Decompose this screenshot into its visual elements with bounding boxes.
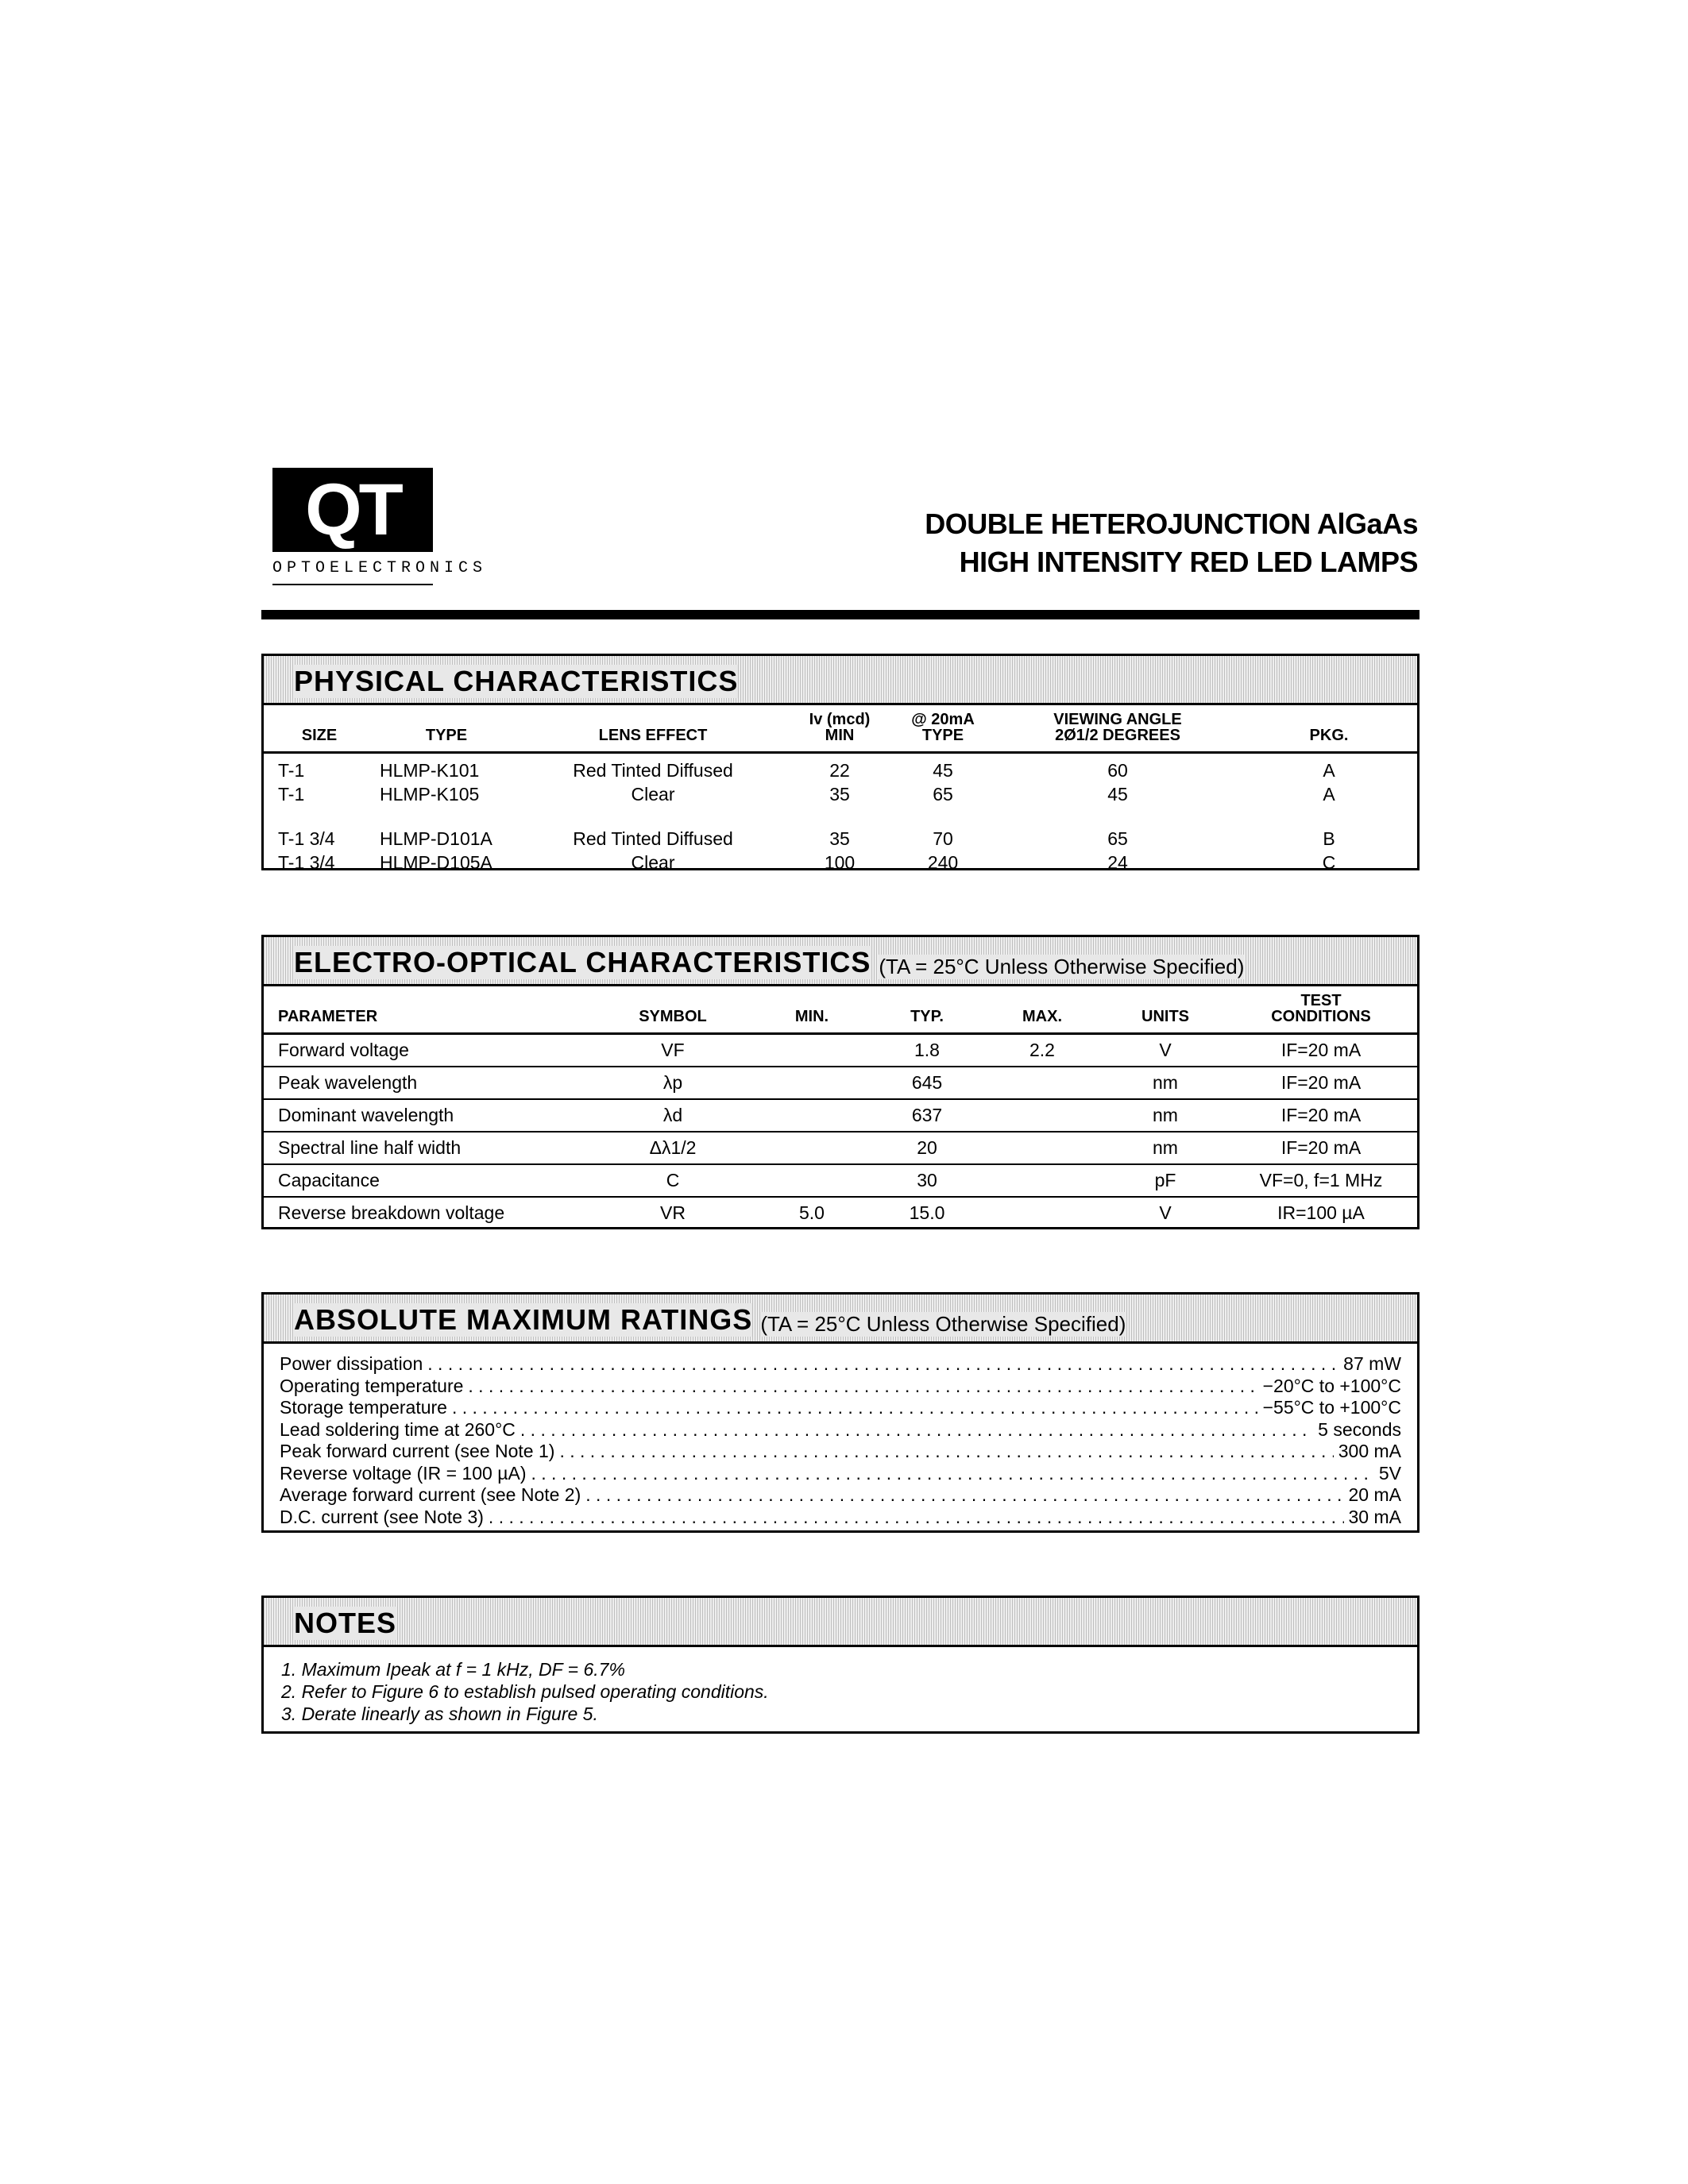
table-cell: Peak wavelength [278, 1071, 418, 1093]
table-row [264, 806, 1417, 851]
ratings-list [264, 1344, 1417, 1534]
table-cell: 637 [911, 1104, 943, 1125]
table-cell: A [1323, 760, 1335, 781]
table-cell: VR [660, 1202, 686, 1223]
table-cell: 65 [1107, 828, 1128, 849]
table-row [264, 1067, 1417, 1099]
section-title: NOTES [294, 1607, 397, 1639]
table-cell [748, 1034, 875, 1067]
table-row [264, 851, 1417, 874]
rating-label: Lead soldering time at 260°C [280, 1418, 516, 1440]
table-cell: nm [1153, 1071, 1178, 1093]
header-rule [261, 610, 1420, 619]
rating-label: Operating temperature [280, 1375, 464, 1396]
table-cell: 645 [911, 1071, 943, 1093]
leader-dots [468, 1376, 1257, 1398]
col-min: MIN. [794, 1008, 829, 1025]
table-cell [748, 1067, 875, 1099]
table-cell: HLMP-D105A [380, 852, 492, 873]
rating-row [280, 1419, 1401, 1441]
document-title [925, 505, 1418, 581]
col-size: SIZE [301, 727, 338, 744]
rating-row [280, 1507, 1401, 1529]
table-cell: 15.0 [909, 1202, 945, 1223]
table-cell: Forward voltage [278, 1039, 409, 1060]
table-cell: IF=20 mA [1280, 1136, 1362, 1158]
table-cell [979, 1099, 1106, 1132]
col-symbol: SYMBOL [639, 1008, 707, 1025]
table-cell: T-1 [278, 784, 305, 805]
table-cell: HLMP-D101A [380, 828, 492, 849]
rating-label: Power dissipation [280, 1353, 423, 1374]
table-cell: T-1 [278, 760, 305, 781]
rating-row [280, 1441, 1401, 1463]
table-cell: T-1 3/4 [278, 828, 335, 849]
leader-dots [452, 1397, 1258, 1419]
table-cell: nm [1153, 1136, 1178, 1158]
leader-dots [531, 1463, 1373, 1485]
notes-section [261, 1596, 1420, 1734]
col-pkg: PKG. [1309, 727, 1349, 744]
table-cell [748, 1099, 875, 1132]
title-line-2: HIGH INTENSITY RED LED LAMPS [959, 546, 1418, 578]
table-cell: pF [1154, 1169, 1176, 1190]
notes-list [264, 1647, 1417, 1731]
leader-dots [489, 1507, 1344, 1529]
col-type: TYPE [425, 727, 468, 744]
physical-characteristics-section [261, 654, 1420, 873]
table-cell: 20 [917, 1136, 937, 1158]
leader-dots [559, 1441, 1333, 1463]
table-cell: C [1322, 852, 1336, 873]
rating-value: 20 mA [1348, 1484, 1401, 1505]
table-cell: T-1 3/4 [278, 852, 335, 873]
logo-subtitle: OPTOELECTRONICS [272, 559, 433, 585]
table-cell: Dominant wavelength [278, 1104, 454, 1125]
leader-dots [427, 1353, 1338, 1376]
rating-value: 5V [1378, 1462, 1401, 1484]
table-row [264, 782, 1417, 806]
note-item: 1. Maximum Ipeak at f = 1 kHz, DF = 6.7% [281, 1659, 625, 1680]
section-subtitle: (TA = 25°C Unless Otherwise Specified) [879, 955, 1245, 978]
physical-table [264, 705, 1417, 874]
table-cell: 5.0 [799, 1202, 825, 1223]
table-cell: 45 [933, 760, 953, 781]
table-cell: V [1159, 1202, 1172, 1223]
table-cell: HLMP-K101 [380, 760, 480, 781]
table-cell: V [1159, 1039, 1172, 1060]
section-header [264, 937, 1417, 986]
table-cell: VF [661, 1039, 685, 1060]
table-row [264, 1164, 1417, 1197]
table-cell [748, 1132, 875, 1164]
col-units: UNITS [1141, 1008, 1189, 1025]
rating-row [280, 1376, 1401, 1398]
section-title: ABSOLUTE MAXIMUM RATINGS [294, 1303, 753, 1336]
table-cell [979, 1197, 1106, 1229]
section-header [264, 1598, 1417, 1647]
table-cell: λp [662, 1071, 683, 1093]
title-line-1: DOUBLE HETEROJUNCTION AlGaAs [925, 507, 1418, 540]
section-header [264, 656, 1417, 705]
table-cell: nm [1153, 1104, 1178, 1125]
col-typ: @ 20mA TYPE [911, 711, 975, 744]
table-cell: 45 [1107, 784, 1128, 805]
rating-label: Storage temperature [280, 1397, 447, 1418]
table-row [264, 1099, 1417, 1132]
table-cell: 100 [824, 852, 856, 873]
section-title: PHYSICAL CHARACTERISTICS [294, 665, 739, 697]
table-cell [979, 1132, 1106, 1164]
table-cell: 35 [829, 784, 850, 805]
rating-value: 30 mA [1348, 1506, 1401, 1527]
col-viewing-angle: VIEWING ANGLE 2Ø1/2 DEGREES [1053, 711, 1182, 744]
col-iv: Iv (mcd) MIN [809, 711, 871, 744]
table-cell: 2.2 [1029, 1039, 1055, 1060]
rating-row [280, 1484, 1401, 1507]
note-item: 3. Derate linearly as shown in Figure 5. [281, 1704, 598, 1724]
table-cell: 24 [1107, 852, 1128, 873]
table-cell: 240 [927, 852, 959, 873]
table-cell: Capacitance [278, 1169, 380, 1190]
col-max: MAX. [1022, 1008, 1062, 1025]
table-cell: Clear [631, 852, 675, 873]
table-cell: Δλ1/2 [649, 1136, 697, 1158]
table-cell: 22 [829, 760, 850, 781]
leader-dots [585, 1484, 1343, 1507]
table-cell: VF=0, f=1 MHz [1259, 1169, 1383, 1190]
table-cell: λd [662, 1104, 683, 1125]
table-cell [979, 1164, 1106, 1197]
table-cell: Red Tinted Diffused [573, 760, 733, 781]
table-cell: B [1323, 828, 1335, 849]
table-cell: IF=20 mA [1280, 1039, 1362, 1060]
electro-optical-table [264, 986, 1417, 1229]
table-row [264, 753, 1417, 783]
table-cell: Reverse breakdown voltage [278, 1202, 505, 1223]
table-cell: IF=20 mA [1280, 1104, 1362, 1125]
table-cell: Spectral line half width [278, 1136, 462, 1158]
col-lens: LENS EFFECT [598, 727, 708, 744]
section-header [264, 1295, 1417, 1344]
table-cell: Clear [631, 784, 675, 805]
table-cell: IF=20 mA [1280, 1071, 1362, 1093]
section-title: ELECTRO-OPTICAL CHARACTERISTICS [294, 946, 871, 978]
note-item: 2. Refer to Figure 6 to establish pulsed operating conditions. [281, 1681, 769, 1702]
absolute-maximum-ratings-section [261, 1292, 1420, 1533]
table-row [264, 1132, 1417, 1164]
table-cell: Red Tinted Diffused [573, 828, 733, 849]
table-cell: 1.8 [914, 1039, 940, 1060]
rating-label: Peak forward current (see Note 1) [280, 1441, 555, 1461]
company-logo: QT [272, 468, 433, 552]
section-subtitle: (TA = 25°C Unless Otherwise Specified) [760, 1312, 1126, 1336]
rating-value: 300 mA [1338, 1441, 1401, 1461]
rating-label: Reverse voltage (IR = 100 µA) [280, 1462, 527, 1484]
col-parameter: PARAMETER [278, 1008, 378, 1025]
table-cell [748, 1164, 875, 1197]
leader-dots [520, 1419, 1313, 1441]
rating-row [280, 1463, 1401, 1485]
rating-row [280, 1397, 1401, 1419]
table-row [264, 1197, 1417, 1229]
table-cell: 60 [1107, 760, 1128, 781]
rating-value: −20°C to +100°C [1262, 1375, 1401, 1396]
table-cell: 65 [933, 784, 953, 805]
table-cell: HLMP-K105 [380, 784, 480, 805]
table-cell [979, 1067, 1106, 1099]
table-cell: IR=100 µA [1277, 1202, 1365, 1223]
table-row [264, 1034, 1417, 1067]
rating-label: D.C. current (see Note 3) [280, 1506, 484, 1527]
electro-optical-section [261, 935, 1420, 1229]
table-cell: C [666, 1169, 680, 1190]
col-test-conditions: TEST CONDITIONS [1271, 992, 1371, 1025]
rating-row [280, 1353, 1401, 1376]
rating-value: 5 seconds [1318, 1418, 1401, 1440]
rating-value: 87 mW [1343, 1353, 1401, 1374]
col-typ: TYP. [910, 1008, 944, 1025]
rating-value: −55°C to +100°C [1262, 1397, 1401, 1418]
table-cell: 70 [933, 828, 953, 849]
rating-label: Average forward current (see Note 2) [280, 1484, 581, 1505]
table-cell: 30 [917, 1169, 937, 1190]
table-cell: 35 [829, 828, 850, 849]
table-cell: A [1323, 784, 1335, 805]
